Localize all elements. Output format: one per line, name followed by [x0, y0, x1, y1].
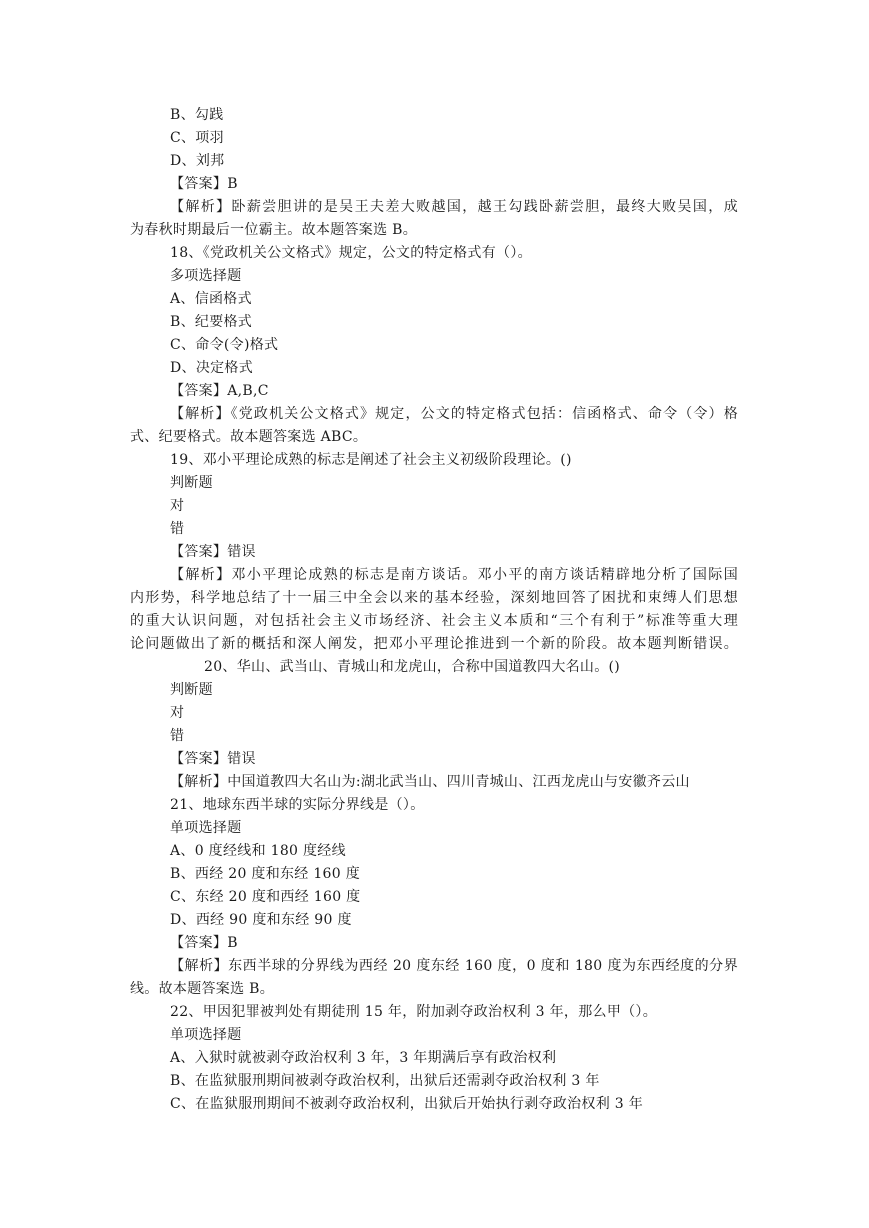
analysis-q19-line2: 内形势，科学地总结了十一届三中全会以来的基本经验，深刻地回答了困扰和束缚人们思想 [130, 590, 738, 606]
option-b-q21: B、西经 20 度和东经 160 度 [170, 866, 361, 882]
analysis-q19-line4: 论问题做出了新的概括和深人阐发，把邓小平理论推进到一个新的阶段。故本题判断错误。 [130, 636, 738, 652]
answer-q21: 【答案】B [170, 935, 238, 951]
option-a-q18: A、信函格式 [170, 291, 252, 307]
option-c-q18: C、命令(令)格式 [170, 337, 279, 353]
analysis-q21-line1: 【解析】东西半球的分界线为西经 20 度东经 160 度，0 度和 180 度为东西经度的分界 [170, 958, 738, 974]
question-21: 21、地球东西半球的实际分界线是（）。 [170, 797, 425, 813]
option-a-q22: A、入狱时就被剥夺政治权利 3 年，3 年期满后享有政治权利 [170, 1050, 557, 1066]
analysis-q19-line1: 【解析】邓小平理论成熟的标志是南方谈话。邓小平的南方谈话精辟地分析了国际国 [170, 567, 738, 583]
analysis-q18-line2: 式、纪要格式。故本题答案选 ABC。 [130, 429, 368, 445]
answer-q18: 【答案】A,B,C [170, 383, 269, 399]
option-d-q21: D、西经 90 度和东经 90 度 [170, 912, 352, 928]
option-b-q22: B、在监狱服刑期间被剥夺政治权利，出狱后还需剥夺政治权利 3 年 [170, 1073, 600, 1089]
option-c-q21: C、东经 20 度和西经 160 度 [170, 889, 361, 905]
option-true-q20: 对 [170, 705, 185, 721]
answer-q20: 【答案】错误 [170, 751, 256, 767]
question-type-q20: 判断题 [170, 682, 213, 698]
analysis-q17-line2: 为春秋时期最后一位霸主。故本题答案选 B。 [130, 222, 418, 238]
question-type-q22: 单项选择题 [170, 1027, 242, 1043]
analysis-q21-line2: 线。故本题答案选 B。 [130, 981, 275, 997]
option-c-q17: C、项羽 [170, 130, 224, 146]
question-18: 18、《党政机关公文格式》规定，公文的特定格式有（）。 [170, 245, 532, 261]
option-a-q21: A、0 度经线和 180 度经线 [170, 843, 346, 859]
answer-q17: 【答案】B [170, 176, 238, 192]
option-d-q18: D、决定格式 [170, 360, 254, 376]
analysis-q17-line1: 【解析】卧薪尝胆讲的是吴王夫差大败越国，越王勾践卧薪尝胆，最终大败吴国，成 [170, 199, 738, 215]
option-false-q19: 错 [170, 521, 185, 537]
analysis-q20: 【解析】中国道教四大名山为:湖北武当山、四川青城山、江西龙虎山与安徽齐云山 [170, 774, 690, 790]
analysis-q19-line3: 的重大认识问题，对包括社会主义市场经济、社会主义本质和“三个有利于”标准等重大理 [130, 613, 738, 629]
option-b-q18: B、纪要格式 [170, 314, 253, 330]
question-20: 20、华山、武当山、青城山和龙虎山，合称中国道教四大名山。() [204, 659, 621, 675]
option-true-q19: 对 [170, 498, 185, 514]
option-d-q17: D、刘邦 [170, 153, 225, 169]
question-type-q19: 判断题 [170, 475, 213, 491]
option-c-q22: C、在监狱服刑期间不被剥夺政治权利，出狱后开始执行剥夺政治权利 3 年 [170, 1096, 644, 1112]
question-type-q21: 单项选择题 [170, 820, 242, 836]
question-22: 22、甲因犯罪被判处有期徒刑 15 年，附加剥夺政治权利 3 年，那么甲（）。 [170, 1004, 658, 1020]
option-false-q20: 错 [170, 728, 185, 744]
answer-q19: 【答案】错误 [170, 544, 256, 560]
question-19: 19、邓小平理论成熟的标志是阐述了社会主义初级阶段理论。() [170, 452, 572, 468]
option-b-q17: B、勾践 [170, 107, 224, 123]
question-type-q18: 多项选择题 [170, 268, 242, 284]
analysis-q18-line1: 【解析】《党政机关公文格式》规定，公文的特定格式包括：信函格式、命令（令）格 [170, 406, 738, 422]
